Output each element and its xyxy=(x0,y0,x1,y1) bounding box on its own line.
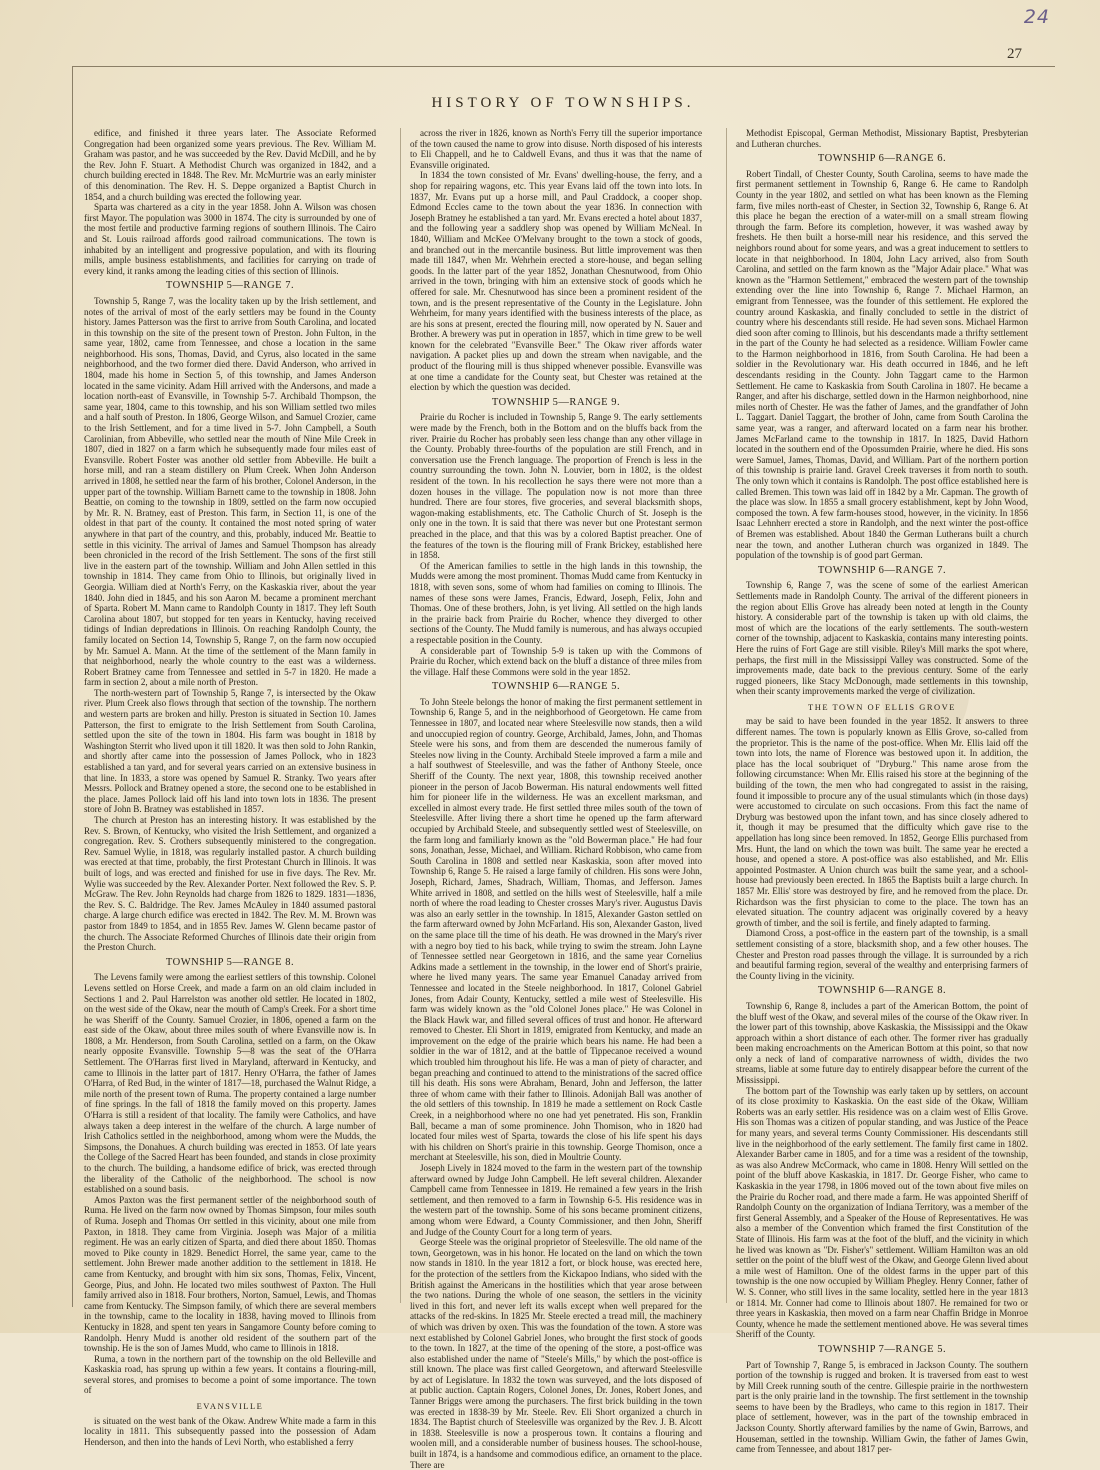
paragraph: The north-western part of Township 5, Range 7, is intersected by the Okaw river. Plum Creek also flows through that section of the township. The northern and western parts are broken and hilly. Preston is situated in Section 10. James Patterson, the first to emigrate to the Irish Settlement from South Carolina, settled upon the site of the town in 1804. His farm was bought in 1818 by Washington Sterrit who lived upon it till 1820. It was then sold to John Rankin, and shortly after came into the possession of James Pollock, who in 1823 established a tan yard, and for several years carried on an extensive business in that line. In 1833, a store was opened by Samuel R. Stranky. Two years after Messrs. Pollock and Bratney opened a store, the second one to be established in the place. James Pollock laid off his land into town lots in 1836. The present store of John B. Bratney was established in 1857. xyxy=(84,687,376,815)
paragraph: To John Steele belongs the honor of making the first permanent settlement in Township 6, Range 5, and in the neighborhood of Georgetown. He came from Tennessee in 1807, and located near where Steelesville now stands, then a wild and unoccupied region of country. George, Archibald, James, John, and Thomas Steele were his sons, and from them are descended the numerous family of Steeles now living in the County. Archibald Steele improved a farm a mile and a half southwest of Steelesville, and was the father of Anthony Steele, once Sheriff of the County. The next year, 1808, this township received another pioneer in the person of Jacob Bowerman. His natural endowments well fitted him for pioneer life in the wilderness. He was an excellent marksman, and excelled in almost every trade. He first settled three miles south of the town of Steelesville. After living there a short time he opened up the farm afterward occupied by Archibald Steele, and subsequently settled west of Steelesville, on the farm long and familiarly known as the "old Bowerman place." He had four sons, Jonathan, Jesse, Michael, and William. Richard Robbison, who came from South Carolina in 1808 and settled near Kaskaskia, soon after moved into Township 6, Range 5. He raised a large family of children. His sons were John, Joseph, Richard, James, Shadrach, William, Thomas, and Jefferson. James White arrived in 1808, and settled on the hills west of Steelesville, half a mile north of where the road leading to Chester crosses Mary's river. Augustus Davis was also an early settler in the township. In 1815, Alexander Gaston settled on the farm afterward owned by John McFarland. His son, Alexander Gaston, lived on the same place till the time of his death. He was drowned in the Mary's river with a negro boy tied to his back, while trying to swim the stream. John Layne of Tennessee settled near Georgetown in 1816, and the same year Cornelius Adkins made a settlement in the township, in the lower end of Short's prairie, where he lived many years. The same year Emanuel Canaday arrived from Tennessee and located in the Steele neighborhood. In 1817, Colonel Gabriel Jones, from Adair County, Kentucky, settled a mile west of Steelesville. His farm was widely known as the "old Colonel Jones place." He was Colonel in the Black Hawk war, and filled several offices of trust and honor. He afterward removed to Chester. Eli Short in 1819, emigrated from Kentucky, and made an improvement on the edge of the prairie which bears his name. He had been a soldier in the war of 1812, and at the battle of Tippecanoe received a wound which troubled him throughout his life. He was a man of piety of character, and began preaching and continued to attend to the ministrations of the sacred office till his death. His sons were Abraham, Benard, John and Jefferson, the latter three of whom came with their father to Illinois. Adonijah Ball was another of the old settlers of this township. In 1819 he made a settlement on Rock Castle Creek, in a neighborhood where no one had yet penetrated. His son, Franklin Ball, became a man of some prominence. John Thomison, who in 1820 had located four miles west of Sparta, towards the close of his life spent his days with his children on Short's prairie in this township. George Thomison, once a merchant at Steelesville, his son, died in Moultrie County. xyxy=(410,696,702,1163)
page-number: 27 xyxy=(1007,46,1022,62)
paragraph: The bottom part of the Township was early taken up by settlers, on account of its close proximity to Kaskaskia. On the east side of the Okaw, William Roberts was an early settler. His residence was on a claim west of Ellis Grove. His son Thomas was a citizen of popular standing, and was Justice of the Peace for many years, and several terms County Commissioner. His descendants still live in the neighborhood of the early settlement. The family first came in 1802. Alexander Barber came in 1805, and for a time was a resident of the township, as was also Andrew McCormack, who came in 1808. Henry Will settled on the point of the bluff above Kaskaskia, in 1817. Dr. George Fisher, who came to Kaskaskia in the year 1798, in 1806 moved out of the town about five miles on the Prairie du Rocher road, and there made a farm. He was appointed Sheriff of Randolph County on the organization of Indiana Territory, was a member of the first General Assembly, and a Speaker of the House of Representatives. He was also a member of the Convention which framed the first Constitution of the State of Illinois. His farm was at the foot of the bluff, and the vicinity in which he lived was known as "Dr. Fisher's" settlement. William Hamilton was an old settler on the point of the bluff west of the Okaw, and George Glenn lived about a mile west of Hamilton. One of the oldest farms in the upper part of this township is the one now occupied by William Phegley. Henry Conner, father of W. S. Conner, who still lives in the same locality, settled here in the year 1813 or 1814. Mr. Conner had come to Illinois about 1807. He remained for two or three years in Kaskaskia, then moved on a farm near Chaffin Bridge in Monroe County, whence he made the settlement mentioned above. He was several times Sheriff of the County. xyxy=(736,1085,1028,1340)
paragraph: Of the American families to settle in the high lands in this township, the Mudds were among the most prominent. Thomas Mudd came from Kentucky in 1818, with seven sons, some of whom had families on coming to Illinois. The names of these sons were James, Francis, Edward, Joseph, Felix, John and Thomas. One of these brothers, John, is yet living. All settled on the high lands in the prairie back from Prairie du Rocher, whence they diverged to other sections of the County. The Mudd family is numerous, and has always occupied a respectable position in the County. xyxy=(410,560,702,645)
paragraph: across the river in 1826, known as North's Ferry till the superior importance of the town caused the name to grow into disuse. North disposed of his interests to Eli Chappell, and he to Caldwell Evans, and thus it was that the name of Evansville originated. xyxy=(410,128,702,170)
column-rule xyxy=(400,128,401,1303)
paragraph: edifice, and finished it three years later. The Associate Reformed Congregation had been organized some years previous. The Rev. William M. Graham was pastor, and he was succeeded by the Rev. David McDill, and he by the Rev. John F. Stuart. A Methodist Church was organized in 1842, and a church building erected in 1848. The Rev. Mr. McMurtrie was an early minister of this denomination. The Rev. H. S. Deppe organized a Baptist Church in 1854, and a church building was erected the following year. xyxy=(84,128,376,202)
paragraph: may be said to have been founded in the year 1852. It answers to three different names. The town is popularly known as Ellis Grove, so-called from the proprietor. This is the name of the post-office. When Mr. Ellis laid off the town into lots, the name of Florence was bestowed upon it. In addition, the place has the local soubriquet of "Dryburg." This name arose from the following circumstance: When Mr. Ellis raised his store at the beginning of the building of the town, the men who had congregated to assist in the raising, found it impossible to procure any of the usual stimulants which (in those days) were accustomed to circulate on such occasions. From this fact the name of Dryburg was bestowed upon the infant town, and has since closely adhered to it, though it may be presumed that the difficulty which gave rise to the appellation has long since been removed. In 1852, George Ellis purchased from Mrs. Hunt, the land on which the town was built. The same year he erected a house, and opened a store. A post-office was also established, and Mr. Ellis appointed Postmaster. A Union church was built the same year, and a school-house had previously been erected. In 1865 the Baptists built a large church. In 1857 Mr. Ellis' store was destroyed by fire, and he removed from the place. Dr. Richardson was the first physician to come to the place. The town has an elevated situation. The country adjacent was originally covered by a heavy growth of timber, and the soil is fertile, and finely adapted to farming. xyxy=(736,716,1028,928)
subsection-heading: EVANSVILLE xyxy=(196,1401,264,1412)
paragraph: Township 6, Range 7, was the scene of some of the earliest American Settlements made in Randolph County. The arrival of the different pioneers in the region about Ellis Grove has already been noted at length in the County history. A considerable part of the township is taken up with old claims, the most of which are the locations of the early settlements. The south-western corner of the township, adjacent to Kaskaskia, contains many interesting points. Here the ruins of Fort Gage are still visible. Riley's Mill marks the spot where, perhaps, the first mill in the Mississippi Valley was constructed. Some of the improvements made, date back to the previous century. Some of the early rugged pioneers, like Stacy McDonough, made settlements in this township, when their scanty improvements marked the verge of civilization. xyxy=(736,580,1028,697)
paragraph: Diamond Cross, a post-office in the eastern part of the township, is a small settlement consisting of a store, blacksmith shop, and a few other houses. The Chester and Preston road passes through the village. It is surrounded by a rich and beautiful farming region, several of the wealthy and enterprising farmers of the County living in the vicinity. xyxy=(736,928,1028,981)
section-heading: TOWNSHIP 5—RANGE 9. xyxy=(491,396,621,408)
paragraph: Township 5, Range 7, was the locality taken up by the Irish settlement, and notes of the arrival of most of the early settlers may be found in the County history. James Patterson was the first to arrive from South Carolina, and located in this township on the site of the present town of Preston. John Fulton, in the same year, 1802, came from Tennessee, and chose a location in the same neighborhood. His sons, Thomas, David, and Cyrus, also located in the same neighborhood, and the two former died there. David Anderson, who arrived in 1804, made his home in Section 5, of this township, and James Anderson located in the same vicinity. Adam Hill arrived with the Andersons, and made a location north-east of Evansville, in Township 5-7. Archibald Thompson, the same year, 1804, came to this township, and his son William settled two miles and a half south of Preston. In 1806, George Wilson, and Samuel Crozier, came to the Irish Settlement, and for a time lived in 5-7. John Campbell, a South Carolinian, from Abbeville, who settled near the mouth of Nine Mile Creek in 1807, died in 1827 on a farm which he subsequently made four miles east of Evansville. Robert Foster was another old settler from Abbeville. He built a horse mill, and ran a steam distillery on Plum Creek. When John Anderson arrived in 1808, he settled near the farm of his brother, Colonel Anderson, in the upper part of the township. William Barnett came to the township in 1808. John Beattie, on coming to the township in 1809, settled on the farm now occupied by Mr. R. N. Bratney, east of Preston. This farm, in Section 11, is one of the oldest in that part of the county. It contained the most noted spring of water anywhere in that part of the country, and this, probably, induced Mr. Beattie to settle in this vicinity. The arrival of James and Samuel Thompson has already been chronicled in the record of the Irish Settlement. The sons of the first still live in the eastern part of the township. William and John Allen settled in this township in 1814. They came from Ohio to Illinois, but originally lived in Georgia. William died at North's Ferry, on the Kaskaskia river, about the year 1840. John died in 1845, and his son Aaron M. became a prominent merchant of Sparta. Robert M. Mann came to Randolph County in 1817. They left South Carolina about 1807, but stopped for ten years in Kentucky, having received tidings of Indian depredations in Illinois. On reaching Randolph County, the family located on Section 14, Township 5, Range 7, on the farm now occupied by Mr. Samuel A. Mann. At the time of the settlement of the Mann family in that neighborhood, nearly the whole country to the east was a wilderness. Robert Bratney came from Tennessee and settled in 5-7 in 1820. He made a farm in section 2, about a mile north of Preston. xyxy=(84,295,376,688)
paragraph: Sparta was chartered as a city in the year 1858. John A. Wilson was chosen first Mayor. The population was 3000 in 1874. The city is surrounded by one of the most fertile and productive farming regions of southern Illinois. The Cairo and St. Louis railroad affords good railroad communications. The town is inhabited by an intelligent and progressive population, and with its flouring mills, ample business establishments, and facilities for carrying on trade of every kind, it ranks among the leading cities of this section of Illinois. xyxy=(84,202,376,276)
section-heading: TOWNSHIP 7—RANGE 5. xyxy=(817,1343,947,1355)
paragraph: Joseph Lively in 1824 moved to the farm in the western part of the township afterward owned by Judge John Campbell. He left several children. Alexander Campbell came from Tennessee in 1819. He remained a few years in the Irish settlement, and then removed to a farm in Township 6-5. His residence was in the western part of the township. Some of his sons became prominent citizens, among whom were Edward, a County Commissioner, and then John, Sheriff and Judge of the County Court for a long term of years. xyxy=(410,1163,702,1237)
paragraph: Part of Township 7, Range 5, is embraced in Jackson County. The southern portion of the township is rugged and broken. It is traversed from east to west by Mill Creek running south of the centre. Gillespie prairie in the northwestern part is the only prairie land in the township. The first settlement in the township seems to have been by the Bradleys, who came to this region in 1817. Their place of settlement, however, was in the part of the township embraced in Jackson County. Shortly afterward families by the name of Gwin, Barrows, and Houseman, settled in the township. William Gwin, the father of James Gwin, came from Tennessee, and about 1817 per- xyxy=(736,1359,1028,1455)
paragraph: Ruma, a town in the northern part of the township on the old Belleville and Kaskaskia road, has sprung up within a few years. It contains a flouring-mill, several stores, and promises to become a point of some importance. The town of xyxy=(84,1353,376,1396)
text-column-1 xyxy=(84,128,376,1447)
column-rule xyxy=(726,128,727,1303)
text-column-2 xyxy=(410,128,702,1470)
section-heading: TOWNSHIP 6—RANGE 6. xyxy=(817,153,947,165)
paragraph: A considerable part of Township 5-9 is taken up with the Commons of Prairie du Rocher, which extend back on the bluff a distance of three miles from the village. Half these Commons were sold in the year 1852. xyxy=(410,645,702,677)
section-heading: TOWNSHIP 5—RANGE 7. xyxy=(165,280,295,292)
paragraph: Township 6, Range 8, includes a part of the American Bottom, the point of the bluff west of the Okaw, and several miles of the course of the Okaw river. In the lower part of this township, above Kaskaskia, the Mississippi and the Okaw approach within a short distance of each other. The former river has gradually been making encroachments on the American Bottom at this point, so that now only a neck of land of comparative narrowness of width, divides the two streams, liable at some future day to entirely disappear before the current of the Mississippi. xyxy=(736,1000,1028,1086)
section-heading: TOWNSHIP 6—RANGE 8. xyxy=(817,985,947,997)
paragraph: Methodist Episcopal, German Methodist, Missionary Baptist, Presbyterian and Lutheran churches. xyxy=(736,128,1028,149)
subsection-heading: THE TOWN OF ELLIS GROVE xyxy=(808,701,956,712)
paragraph: The Levens family were among the earliest settlers of this township. Colonel Levens settled on Horse Creek, and made a farm on an old claim included in Sections 1 and 2. Paul Harrelston was another old settler. He located in 1802, on the west side of the Okaw, near the mouth of Camp's Creek. For a short time he was Sheriff of the County. Samuel Crozier, in 1806, opened a farm on the east side of the Okaw, about three miles south of where Evansville now is. In 1808, a Mr. Henderson, from South Carolina, settled on a farm, on the Okaw nearly opposite Evansville. Township 5—8 was the seat of the O'Harra Settlement. The O'Harras first lived in Maryland, afterward in Kentucky, and came to Illinois in the latter part of 1817. Henry O'Harra, the father of James O'Harra, of Red Bud, in the winter of 1817—18, purchased the Walnut Ridge, a mile north of the present town of Ruma. The property contained a large number of fine springs. In the fall of 1818 the family moved on this property. James O'Harra is still a resident of that locality. The family were Catholics, and have always taken a deep interest in the welfare of the church. A large number of Irish Catholics settled in the neighborhood, among whom were the Mudds, the Simpsons, the Donahues. A church building was erected in 1853. Of late years the College of the Sacred Heart has been founded, and stands in close proximity to the church. The building, a handsome edifice of brick, was erected through the liberality of the Catholic of the neighborhood. The school is now established on a sound basis. xyxy=(84,972,376,1195)
paragraph: Amos Paxton was the first permanent settler of the neighborhood south of Ruma. He lived on the farm now owned by Thomas Simpson, four miles south of Ruma. Joseph and Thomas Orr settled in this vicinity, about one mile from Paxton, in 1818. They came from Virginia. Joseph was Major of a militia regiment. He was an early citizen of Sparta, and died there about 1850. Thomas moved to Pike county in 1829. Benedict Horrel, the same year, came to the settlement. John Brewer made another addition to the settlement in 1818. He came from Kentucky, and brought with him six sons, Thomas, Felix, Vincent, George, Pius, and John. He located two miles southwest of Paxton. The Hull family arrived also in 1818. Four brothers, Norton, Samuel, Lewis, and Thomas came from Kentucky. The Simpson family, of which there are several members in the township, came to the locality in 1838, having moved to Illinois from Kentucky in 1828, and spent ten years in Sangamore County before coming to Randolph. Henry Mudd is another old resident of the southern part of the township. He is the son of James Mudd, who came to Illinois in 1818. xyxy=(84,1194,376,1354)
paragraph: The church at Preston has an interesting history. It was established by the Rev. S. Brown, of Kentucky, who visited the Irish Settlement, and organized a congregation. Rev. S. Crothers subsequently ministered to the congregation. Rev. Samuel Wylie, in 1818, was regularly installed pastor. A church building was erected at that time, probably, the first Protestant Church in Illinois. It was built of logs, and was erected and finished for use in five days. The Rev. Mr. Wylie was succeeded by the Rev. Alexander Porter. Next followed the Rev. S. P. McGraw. The Rev. John Reynolds had charge from 1826 to 1829. 1831—1836, the Rev. S. C. Baldridge. The Rev. James McAuley in 1840 assumed pastoral charge. A large church edifice was erected in 1842. The Rev. M. M. Brown was pastor from 1849 to 1854, and in 1855 Rev. James W. Glenn became pastor of the church. The Associate Reformed Churches of Illinois date their origin from the Preston Church. xyxy=(84,815,376,953)
text-column-3 xyxy=(736,128,1028,1455)
section-heading: TOWNSHIP 5—RANGE 8. xyxy=(165,956,295,968)
handwritten-page-mark: 24 xyxy=(1023,6,1050,28)
paragraph: Robert Tindall, of Chester County, South Carolina, seems to have made the first permanent settlement in Township 6, Range 6. He came to Randolph County in the year 1802, and settled on what has been known as the Fleming farm, five miles north-east of Chester, in Section 32, Township 6, Range 6. At this place he began the erection of a water-mill on a small stream flowing through the farm. Before its completion, however, it was washed away by freshets. He then built a horse-mill near his residence, and this served the neighbors round about for some years, and was a great inducement to settlers to locate in that neighborhood. In 1804, John Lacy arrived, also from South Carolina, and settled on the farm known as the "Major Adair place." What was known as the "Harmon Settlement," embraced the western part of the township extending over the line into Township 6, Range 7. Michael Harmon, an emigrant from Tennessee, was the founder of this settlement. He explored the country around Kaskaskia, and finally concluded to settle in the district of country where his descendants still reside. He had seven sons. Michael Harmon died soon after coming to Illinois, but his descendants made a thrifty settlement in the part of the County he had selected as a residence. William Fowler came to the Harmon neighborhood in 1816, from South Carolina. He had been a soldier in the Revolutionary war. His death occurred in 1846, and he left descendants residing in the County. John Taggart came to the Harmon Settlement. He came to Kaskaskia from South Carolina in 1807. He became a Ranger, and after his discharge, settled down in the Harmon neighborhood, nine miles north of Chester. He was the father of James, and the grandfather of John L. Taggart. Daniel Taggart, the brother of John, came from South Carolina the same year, was a ranger, and afterward located on a farm near his brother. James McFarland came to the township in 1817. In 1825, David Hathorn located in the southern end of the Opossumden Prairie, where he died. His sons were Samuel, James, Thomas, David, and William. Part of the northern portion of this township is prairie land. Gravel Creek traverses it from north to south. The only town which it contains is Randolph. The post office established here is called Bremen. This town was laid off in 1842 by a Mr. Capman. The growth of the place was slow. In 1855 a small grocery establishment, kept by John Wood, composed the town. A few farm-houses stood, however, in the vicinity. In 1856 Isaac Lehnherr erected a store in Randolph, and the next winter the post-office of Bremen was established. About 1840 the German Lutherans built a church near the town, and another Lutheran church was organized in 1849. The population of the township is of good part German. xyxy=(736,168,1028,561)
paragraph: George Steele was the original proprietor of Steelesville. The old name of the town, Georgetown, was in his honor. He located on the land on which the town now stands in 1810. In the year 1812 a fort, or block house, was erected here, for the protection of the settlers from the Kickapoo Indians, who sided with the British against the Americans in the hostilities which that year arose between the two nations. During the whole of one season, the settlers in the vicinity lived in this fort, and never left its walls except when well prepared for the attacks of the red-skins. In 1825 Mr. Steele erected a tread mill, the machinery of which was driven by oxen. This was the foundation of the town. A store was next established by Colonel Gabriel Jones, who brought the first stock of goods to the town. In 1827, at the time of the opening of the store, a post-office was also established under the name of "Steele's Mills," by which the post-office is still known. The place was first called Georgetown, and afterward Steelesville by act of Legislature. In 1832 the town was surveyed, and the lots disposed of at public auction. Captain Rogers, Colonel Jones, Dr. Jones, Robert Jones, and Tanner Briggs were among the purchasers. The first brick building in the town was erected in 1838-39 by Mr. Steele. Rev. Eli Short organized a church in 1834. The Baptist church of Steelesville was organized by the Rev. J. B. Alcott in 1838. Steelesville is now a prosperous town. It contains a flouring and woolen mill, and a considerable number of business houses. The school-house, built in 1874, is a handsome and commodious edifice, an ornament to the place. There are xyxy=(410,1237,702,1470)
section-heading: TOWNSHIP 6—RANGE 7. xyxy=(817,564,947,576)
paragraph: is situated on the west bank of the Okaw. Andrew White made a farm in this locality in 1811. This subsequently passed into the possession of Adam Henderson, and then into the hands of Levi North, who established a ferry xyxy=(84,1415,376,1447)
paragraph: Prairie du Rocher is included in Township 5, Range 9. The early settlements were made by the French, both in the Bottom and on the bluffs back from the river. Prairie du Rocher has probably seen less change than any other village in the County. Probably three-fourths of the population are still French, and in conversation use the French language. The proportion of French is less in the country surrounding the town. John N. Louvier, born in 1802, is the oldest resident of the town. In his recollection he says there were not more than a dozen houses in the village. The population now is not more than three hundred. There are four stores, five groceries, and several blacksmith shops, wagon-making establishments, etc. The Catholic Church of St. Joseph is the only one in the town. It is said that there was never but one Protestant sermon preached in the place, and that this was by a colored Baptist preacher. One of the features of the town is the flouring mill of Frank Brickey, established here in 1858. xyxy=(410,412,702,561)
paragraph: In 1834 the town consisted of Mr. Evans' dwelling-house, the ferry, and a shop for repairing wagons, etc. This year Evans laid off the town into lots. In 1837, Mr. Evans put up a horse mill, and Paul Craddock, a cooper shop. Edmond Eccles came to the town about the year 1836. In connection with Joseph Bratney he established a tan yard. Mr. Evans erected a hotel about 1837, and the following year a saddlery shop was opened by William McNeal. In 1840, William and McKee O'Melvany brought to the town a stock of goods, and branched out in the mercantile business. But little improvement was then made till 1847, when Mr. Wehrhein erected a store-house, and began selling goods. In the latter part of the year 1852, Jonathan Chesnutwood, from Ohio arrived in the town, bringing with him an extensive stock of goods which he offered for sale. Mr. Chesnutwood has since been a prominent resident of the town, and is the present representative of the County in the Legislature. John Wehrheim, for many years identified with the business interests of the place, as are his sons at present, erected the flouring mill, now operated by N. Sauer and Brother. A brewery was put in operation in 1857, which in time grew to be well known for the celebrated "Evansville Beer." The Okaw river affords water navigation. A packet plies up and down the stream when navigable, and the product of the flouring mill is thus shipped whenever possible. Evansville was at one time a candidate for the County seat, but Chester was retained at the election by which the question was decided. xyxy=(410,170,702,393)
page-title: HISTORY OF TOWNSHIPS. xyxy=(431,95,695,111)
section-heading: TOWNSHIP 6—RANGE 5. xyxy=(491,681,621,693)
